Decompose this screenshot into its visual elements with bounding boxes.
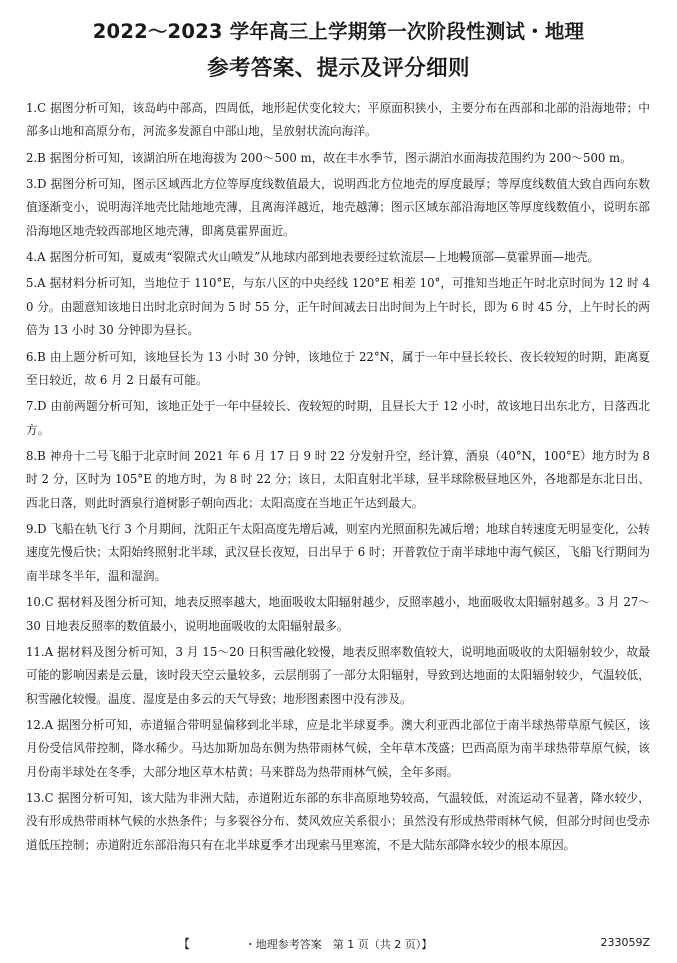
answer-item xyxy=(26,518,650,588)
answer-item xyxy=(26,714,650,784)
answer-number: 6.B xyxy=(26,349,46,364)
footer-doc-code: 233059Z xyxy=(600,936,650,949)
answer-number: 13.C xyxy=(26,791,54,806)
answer-text: 据图分析可知，该大陆为非洲大陆，赤道附近东部的东非高原地势较高，气温较低，对流运动不显著，降水较少，没有形成热带雨林气候的水热条件；与多裂谷分布、焚风效应关系很小；虽然没有形成热带雨林气候，但部分时间也受赤道低压控制；赤道附近东部沿海只有在北半球夏季才出现索马里寒流，不是大陆东部降水较少的根本原因。 xyxy=(26,791,650,852)
answer-text: 据材料及图分析可知，3 月 15～20 日积雪融化较慢，地表反照率数值较大，说明地面吸收的太阳辐射较少，故最可能的影响因素是云量，该时段天空云量较多，云层削弱了一部分太阳辐射，导致到达地面的太阳辐射较少，气温较低，积雪融化较慢。温度、湿度是由多云的天气导致；地形图素图中没有涉及。 xyxy=(26,644,650,706)
answer-text: 据图分析可知，该岛屿中部高，四周低，地形起伏变化较大；平原面积狭小，主要分布在西部和北部的沿海地带；中部多山地和高原分布，河流多发源自中部山地，呈放射状流向海洋。 xyxy=(26,101,650,139)
answer-item xyxy=(26,272,650,342)
answer-number: 3.D xyxy=(26,177,47,191)
answer-number: 9.D xyxy=(26,522,47,537)
answer-number: 7.D xyxy=(26,399,47,414)
answer-number: 10.C xyxy=(26,595,54,610)
answer-list xyxy=(26,97,650,860)
answer-text: 据材料分析可知，当地位于 110°E，与东八区的中央经线 120°E 相差 10°，可推知当地正午时北京时间为 12 时 40 分。由题意知该地日出时北京时间为 5 时 55 分，正午时间减去日出时间为上午时长，即为 6 时 45 分，上午时长的两倍为 13 小时 30 分钟即为昼长。 xyxy=(26,276,650,338)
footer-bracket: 【 xyxy=(178,937,191,951)
answer-text: 据图分析可知，夏威夷“裂隙式火山喷发”从地球内部到地表要经过软流层—上地幔顶部—莫霍界面—地壳。 xyxy=(49,250,600,265)
answer-number: 5.A xyxy=(26,276,46,291)
answer-text: 神舟十二号飞船于北京时间 2021 年 6 月 17 日 9 时 22 分发射升空，经计算，酒泉（40°N，100°E）地方时为 8 时 2 分，区时为 105°E 的地方时，为 8 时 22 分；该日，太阳直射北半球，昼半球除极昼地区外，各地都是东北日出、西北日落，则此时酒泉行道树影子朝向西北；太阳高度在当地正午达到最大。 xyxy=(26,448,650,510)
answer-text: 由前两题分析可知，该地正处于一年中昼较长、夜较短的时期，且昼长大于 12 小时，故该地日出东北方，日落西北方。 xyxy=(26,399,650,437)
answer-item xyxy=(26,641,650,711)
answer-item xyxy=(26,787,650,857)
answer-item xyxy=(26,346,650,393)
answer-text: 由上题分析可知，该地昼长为 13 小时 30 分钟，该地位于 22°N，属于一年中昼长较长、夜长较短的时期，距离夏至日较近，故 6 月 2 日最有可能。 xyxy=(26,349,650,387)
answer-number: 11.A xyxy=(26,644,54,659)
answer-item xyxy=(26,445,650,515)
answer-number: 8.B xyxy=(26,448,46,463)
answer-text: 飞船在轨飞行 3 个月期间，沈阳正午太阳高度先增后减，则室内光照面积先减后增；地球自转速度无明显变化，公转速度先慢后快；太阳始终照射北半球，武汉昼长夜短，日出早于 6 时；开普敦位于南半球地中海气候区，飞船飞行期间为南半球冬半年，温和湿润。 xyxy=(26,522,650,583)
answer-number: 1.C xyxy=(26,101,47,115)
answer-number: 12.A xyxy=(26,717,54,732)
page-footer xyxy=(0,936,677,952)
answer-item xyxy=(26,246,650,269)
answer-number: 2.B xyxy=(26,150,46,165)
answer-text: 据图分析可知，该湖泊所在地海拔为 200～500 m，故在丰水季节，图示湖泊水面海拔范围约为 200～500 m。 xyxy=(49,150,632,165)
document-title: 2022～2023 学年高三上学期第一次阶段性测试・地理 xyxy=(92,20,585,43)
answer-item xyxy=(26,173,650,243)
document-subtitle: 参考答案、提示及评分细则 xyxy=(207,56,470,81)
answer-text: 据图分析可知，图示区域西北方位等厚度线数值最大，说明西北方位地壳的厚度最厚；等厚度线数值大致自西向东数值逐渐变小，说明海洋地壳比陆地地壳薄，且离海洋越近，地壳越薄；图示区域东部沿海地区等厚度线数值小，说明东部沿海地区地壳较西部地区地壳薄，即离莫霍界面近。 xyxy=(26,177,650,238)
answer-text: 据材料及图分析可知，地表反照率越大，地面吸收太阳辐射越少，反照率越小，地面吸收太阳辐射越多。3 月 27～30 日地表反照率的数值最小，说明地面吸收的太阳辐射最多。 xyxy=(26,595,650,633)
answer-item xyxy=(26,591,650,638)
footer-page-info: ・地理参考答案 第 1 页（共 2 页）】 xyxy=(244,938,433,951)
answer-item xyxy=(26,395,650,442)
answer-item xyxy=(26,147,650,170)
answer-text: 据图分析可知，赤道辐合带明显偏移到北半球，应是北半球夏季。澳大利亚西北部位于南半球热带草原气候区，该月份受信风带控制，降水稀少。马达加斯加岛东侧为热带雨林气候，全年草木茂盛；巴西高原为南半球热带草原气候，该月份南半球处在冬季，大部分地区草木枯黄；马来群岛为热带雨林气候，全年多雨。 xyxy=(26,717,650,779)
answer-item xyxy=(26,97,650,144)
answer-number: 4.A xyxy=(26,250,46,265)
